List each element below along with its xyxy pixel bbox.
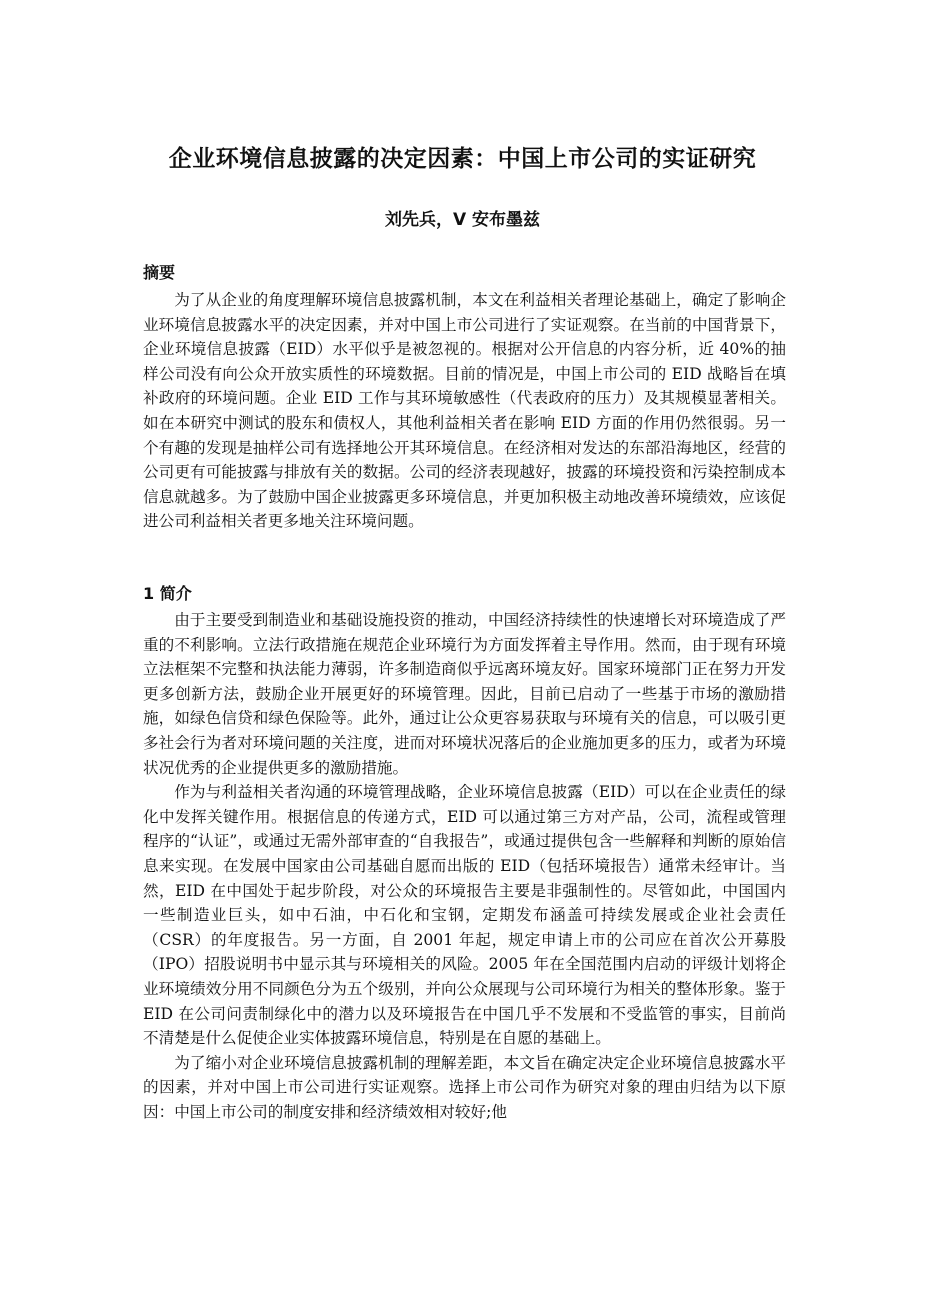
introduction-heading: 1 简介 [143, 584, 192, 603]
intro-paragraph-1: 由于主要受到制造业和基础设施投资的推动，中国经济持续性的快速增长对环境造成了严重的不利影响。立法行政措施在规范企业环境行为方面发挥着主导作用。然而，由于现有环境立法框架不完整和执法能力薄弱，许多制造商似乎远离环境友好。国家环境部门正在努力开发更多创新方法，鼓励企业开展更好的环境管理。因此，目前已启动了一些基于市场的激励措施，如绿色信贷和绿色保险等。此外，通过让公众更容易获取与环境有关的信息，可以吸引更多社会行为者对环境问题的关注度，进而对环境状况落后的企业施加更多的压力，或者为环境状况优秀的企业提供更多的激励措施。 [143, 611, 786, 777]
paper-authors: 刘先兵，V 安布墨兹 [384, 210, 541, 230]
paper-title: 企业环境信息披露的决定因素：中国上市公司的实证研究 [168, 146, 757, 172]
abstract-heading: 摘要 [143, 263, 176, 282]
abstract-paragraph: 为了从企业的角度理解环境信息披露机制，本文在利益相关者理论基础上，确定了影响企业环境信息披露水平的决定因素，并对中国上市公司进行了实证观察。在当前的中国背景下，企业环境信息披露（EID）水平似乎是被忽视的。根据对公开信息的内容分析，近 40%的抽样公司没有向公众开放实质性的环境数据。目前的情况是，中国上市公司的 EID 战略旨在填补政府的环境问题。企业 EID 工作与其环境敏感性（代表政府的压力）及其规模显著相关。如在本研究中测试的股东和债权人，其他利益相关者在影响 EID 方面的作用仍然很弱。另一个有趣的发现是抽样公司有选择地公开其环境信息。在经济相对发达的东部沿海地区，经营的公司更有可能披露与排放有关的数据。公司的经济表现越好，披露的环境投资和污染控制成本信息就越多。为了鼓励中国企业披露更多环境信息，并更加积极主动地改善环境绩效，应该促进公司利益相关者更多地关注环境问题。 [143, 291, 786, 531]
abstract-section [143, 288, 786, 534]
intro-paragraph-3: 为了缩小对企业环境信息披露机制的理解差距，本文旨在确定决定企业环境信息披露水平的因素，并对中国上市公司进行实证观察。选择上市公司作为研究对象的理由归结为以下原因：中国上市公司的制度安排和经济绩效相对较好;他 [143, 1053, 786, 1121]
introduction-section [143, 608, 786, 1124]
intro-paragraph-2: 作为与利益相关者沟通的环境管理战略，企业环境信息披露（EID）可以在企业责任的绿化中发挥关键作用。根据信息的传递方式，EID 可以通过第三方对产品，公司，流程或管理程序的“认证”，或通过无需外部审查的“自我报告”，或通过提供包含一些解释和判断的原始信息来实现。在发展中国家由公司基础自愿而出版的 EID（包括环境报告）通常未经审计。当然，EID 在中国处于起步阶段，对公众的环境报告主要是非强制性的。尽管如此，中国国内一些制造业巨头，如中石油，中石化和宝钢，定期发布涵盖可持续发展或企业社会责任（CSR）的年度报告。另一方面，自 2001 年起，规定申请上市的公司应在首次公开募股（IPO）招股说明书中显示其与环境相关的风险。2005 年在全国范围内启动的评级计划将企业环境绩效分用不同颜色分为五个级别，并向公众展现与公司环境行为相关的整体形象。鉴于 EID 在公司问责制绿化中的潜力以及环境报告在中国几乎不发展和不受监管的事实，目前尚不清楚是什么促使企业实体披露环境信息，特别是在自愿的基础上。 [143, 783, 786, 1048]
